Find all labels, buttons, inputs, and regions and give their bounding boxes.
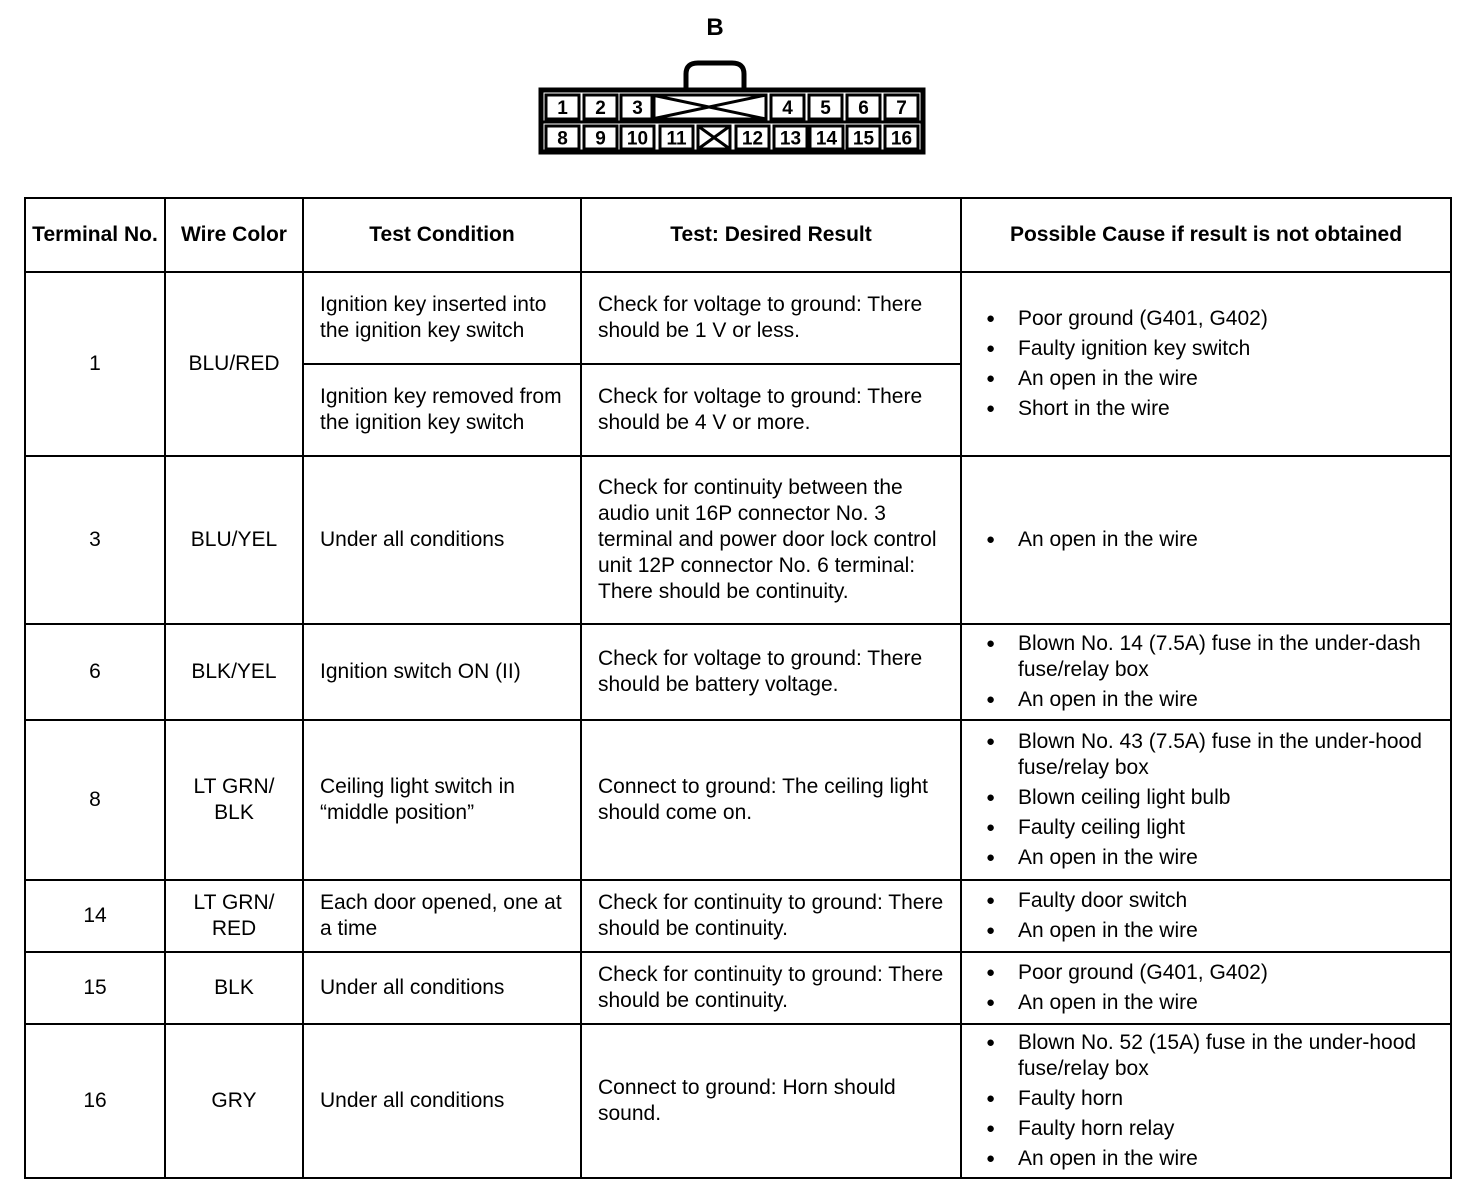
pin-number: 8 — [557, 128, 568, 150]
connector-pin-5 — [809, 95, 842, 119]
desired-result: Check for voltage to ground: There should be 4 V or more. — [581, 364, 961, 456]
terminal-number: 6 — [25, 624, 165, 720]
test-condition: Ceiling light switch in “middle position” — [303, 720, 581, 880]
connector-diagram — [536, 58, 928, 158]
pin-number: 12 — [741, 128, 764, 150]
possible-causes — [961, 456, 1451, 624]
table-row — [25, 456, 1451, 624]
connector-pin-14 — [810, 126, 843, 150]
pin-number: 15 — [852, 128, 875, 150]
header-terminal: Terminal No. — [25, 198, 165, 272]
terminal-number: 14 — [25, 880, 165, 952]
wire-color: BLU/YEL — [165, 456, 303, 624]
cause-item: ● Blown No. 52 (15A) fuse in the under-hood fuse/relay box — [978, 1030, 1434, 1082]
pin-number: 13 — [779, 128, 802, 150]
header-desired-result: Test: Desired Result — [581, 198, 961, 272]
blank-cavity-top — [652, 95, 766, 119]
pin-number: 11 — [666, 128, 687, 150]
pin-number: 7 — [896, 98, 907, 119]
pin-number: 4 — [782, 98, 793, 119]
wire-color: GRY — [165, 1024, 303, 1178]
cause-item: ● Faulty ceiling light — [978, 815, 1434, 841]
pin-number: 5 — [820, 98, 831, 119]
cause-item: ● Blown ceiling light bulb — [978, 785, 1434, 811]
blank-cavity-bottom — [698, 126, 730, 149]
pin-number: 10 — [626, 128, 649, 150]
terminal-number: 16 — [25, 1024, 165, 1178]
connector-pin-8 — [546, 126, 579, 150]
cause-item: ● Faulty horn — [978, 1086, 1434, 1112]
desired-result: Connect to ground: The ceiling light should come on. — [581, 720, 961, 880]
wire-color: BLU/RED — [165, 272, 303, 456]
test-condition: Ignition key inserted into the ignition key switch — [303, 272, 581, 364]
terminal-number: 3 — [25, 456, 165, 624]
desired-result: Check for continuity to ground: There should be continuity. — [581, 952, 961, 1024]
cause-item: ● Poor ground (G401, G402) — [978, 306, 1434, 332]
connector-latch — [686, 63, 744, 90]
pin-number: 14 — [815, 128, 838, 150]
wire-color: LT GRN/ BLK — [165, 720, 303, 880]
wire-color: BLK/YEL — [165, 624, 303, 720]
cause-item: ● Blown No. 14 (7.5A) fuse in the under-dash fuse/relay box — [978, 631, 1434, 683]
connector-pin-2 — [584, 95, 617, 119]
header-test-condition: Test Condition — [303, 198, 581, 272]
connector-pin-6 — [847, 95, 880, 119]
desired-result: Check for voltage to ground: There should be battery voltage. — [581, 624, 961, 720]
terminal-number: 8 — [25, 720, 165, 880]
connector-pin-15 — [847, 126, 880, 150]
cause-item: ● Faulty ignition key switch — [978, 336, 1434, 362]
header-possible-cause: Possible Cause if result is not obtained — [961, 198, 1451, 272]
cause-item: ● An open in the wire — [978, 366, 1434, 392]
pin-number: 6 — [858, 98, 869, 119]
table-row — [25, 952, 1451, 1024]
connector-pin-7 — [885, 95, 918, 119]
pin-number: 16 — [890, 128, 913, 150]
cause-item: ● An open in the wire — [978, 1146, 1434, 1172]
connector-pin-10 — [621, 126, 654, 150]
test-condition: Under all conditions — [303, 456, 581, 624]
wire-color: BLK — [165, 952, 303, 1024]
pin-number: 1 — [557, 98, 568, 119]
desired-result: Check for continuity to ground: There should be continuity. — [581, 880, 961, 952]
cause-item: ● Blown No. 43 (7.5A) fuse in the under-hood fuse/relay box — [978, 729, 1434, 781]
connector-pin-3 — [621, 95, 654, 119]
table-header-row — [25, 198, 1451, 272]
pin-number: 9 — [595, 128, 606, 150]
pin-number: 2 — [595, 98, 606, 119]
cause-item: ● An open in the wire — [978, 527, 1434, 553]
cause-item: ● An open in the wire — [978, 687, 1434, 713]
cause-item: ● An open in the wire — [978, 990, 1434, 1016]
possible-causes — [961, 952, 1451, 1024]
cause-item: ● Short in the wire — [978, 396, 1434, 422]
connector-pin-12 — [736, 126, 769, 150]
connector-pin-13 — [774, 126, 807, 150]
possible-causes — [961, 720, 1451, 880]
test-condition: Each door opened, one at a time — [303, 880, 581, 952]
cause-item: ● An open in the wire — [978, 918, 1434, 944]
possible-causes — [961, 624, 1451, 720]
table-row — [25, 1024, 1451, 1178]
possible-causes — [961, 880, 1451, 952]
connector-pin-11 — [660, 126, 693, 150]
header-wire-color: Wire Color — [165, 198, 303, 272]
connector-pin-4 — [771, 95, 804, 119]
connector-label: B — [706, 14, 724, 41]
test-condition: Ignition key removed from the ignition key switch — [303, 364, 581, 456]
table-row — [25, 880, 1451, 952]
test-condition: Under all conditions — [303, 1024, 581, 1178]
table-row — [25, 720, 1451, 880]
connector-pin-9 — [584, 126, 617, 150]
cause-item: ● Faulty horn relay — [978, 1116, 1434, 1142]
test-condition: Under all conditions — [303, 952, 581, 1024]
cause-item: ● Faulty door switch — [978, 888, 1434, 914]
desired-result: Check for voltage to ground: There should be 1 V or less. — [581, 272, 961, 364]
terminal-number: 15 — [25, 952, 165, 1024]
possible-causes — [961, 272, 1451, 456]
table-row — [25, 272, 1451, 364]
cause-item: ● An open in the wire — [978, 845, 1434, 871]
pin-number: 3 — [632, 98, 643, 119]
desired-result: Check for continuity between the audio unit 16P connector No. 3 terminal and power door lock control unit 12P connector No. 6 terminal: There should be continuity. — [581, 456, 961, 624]
wire-color: LT GRN/ RED — [165, 880, 303, 952]
test-condition: Ignition switch ON (II) — [303, 624, 581, 720]
possible-causes — [961, 1024, 1451, 1178]
terminal-number: 1 — [25, 272, 165, 456]
table-row — [25, 624, 1451, 720]
desired-result: Connect to ground: Horn should sound. — [581, 1024, 961, 1178]
connector-pin-16 — [885, 126, 918, 150]
connector-pin-1 — [546, 95, 579, 119]
terminal-test-table — [24, 197, 1452, 1179]
cause-item: ● Poor ground (G401, G402) — [978, 960, 1434, 986]
